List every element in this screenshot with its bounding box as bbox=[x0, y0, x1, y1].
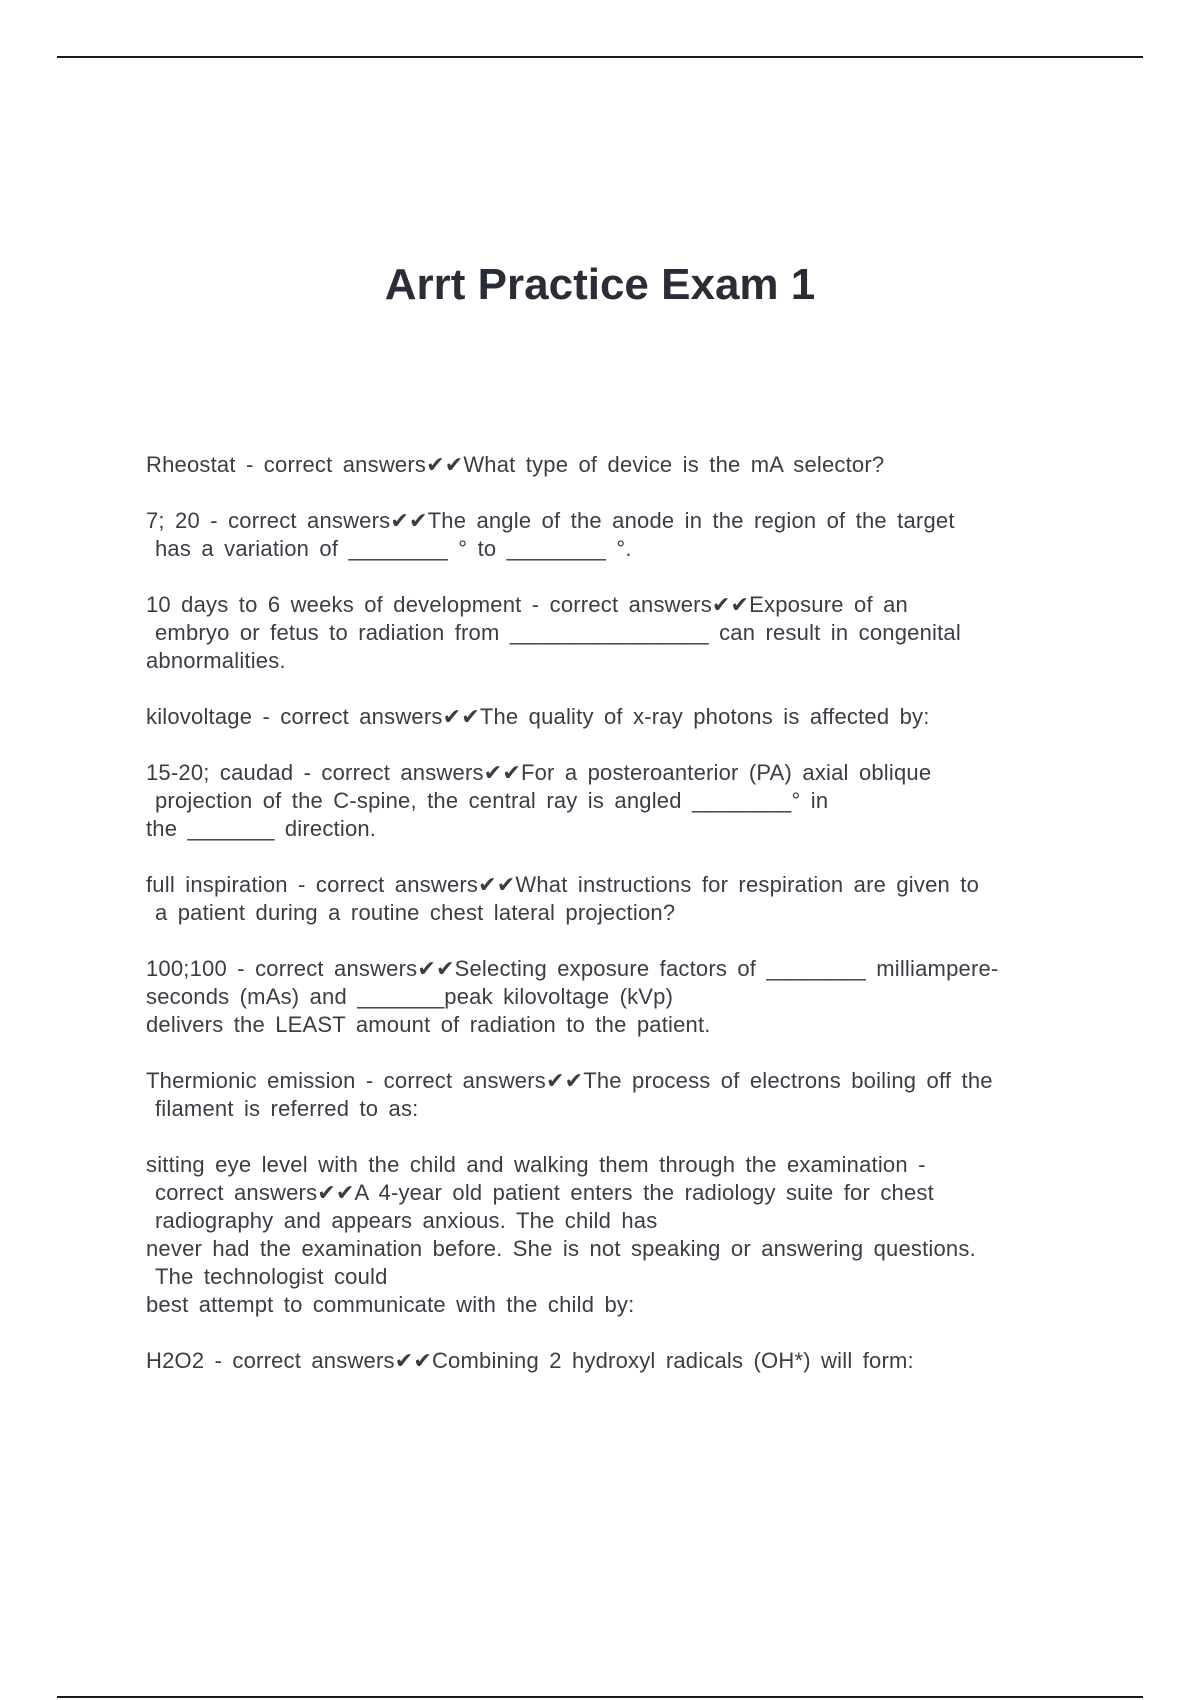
qa-item bbox=[146, 591, 1086, 675]
qa-item bbox=[146, 955, 1086, 1039]
qa-line: Thermionic emission - correct answers✔✔The process of electrons boiling off the bbox=[146, 1068, 993, 1093]
qa-line: abnormalities. bbox=[146, 648, 286, 673]
qa-line: 7; 20 - correct answers✔✔The angle of the anode in the region of the target bbox=[146, 508, 955, 533]
question-answer-list bbox=[146, 451, 1086, 1403]
qa-line: filament is referred to as: bbox=[155, 1096, 419, 1121]
top-rule bbox=[57, 56, 1143, 58]
qa-line: H2O2 - correct answers✔✔Combining 2 hydroxyl radicals (OH*) will form: bbox=[146, 1348, 914, 1373]
qa-item bbox=[146, 1151, 1086, 1319]
qa-line: radiography and appears anxious. The child has bbox=[155, 1208, 658, 1233]
qa-line: 15-20; caudad - correct answers✔✔For a posteroanterior (PA) axial oblique bbox=[146, 760, 932, 785]
qa-line: 10 days to 6 weeks of development - correct answers✔✔Exposure of an bbox=[146, 592, 908, 617]
qa-item bbox=[146, 871, 1086, 927]
qa-line: best attempt to communicate with the child by: bbox=[146, 1292, 635, 1317]
qa-item bbox=[146, 451, 1086, 479]
qa-item bbox=[146, 703, 1086, 731]
page-title: Arrt Practice Exam 1 bbox=[384, 260, 816, 309]
qa-line: projection of the C-spine, the central ray is angled ________° in bbox=[155, 788, 829, 813]
qa-item bbox=[146, 1067, 1086, 1123]
qa-line: Rheostat - correct answers✔✔What type of device is the mA selector? bbox=[146, 452, 885, 477]
bottom-rule bbox=[57, 1696, 1143, 1698]
qa-line: kilovoltage - correct answers✔✔The quality of x-ray photons is affected by: bbox=[146, 704, 930, 729]
qa-item bbox=[146, 507, 1086, 563]
qa-line: the _______ direction. bbox=[146, 816, 377, 841]
qa-line: full inspiration - correct answers✔✔What instructions for respiration are given to bbox=[146, 872, 980, 897]
qa-item bbox=[146, 1347, 1086, 1375]
qa-line: delivers the LEAST amount of radiation to the patient. bbox=[146, 1012, 711, 1037]
qa-line: sitting eye level with the child and walking them through the examination - bbox=[146, 1152, 926, 1177]
qa-line: correct answers✔✔A 4-year old patient enters the radiology suite for chest bbox=[155, 1180, 934, 1205]
qa-line: has a variation of ________ ° to ________ °. bbox=[155, 536, 632, 561]
qa-item bbox=[146, 759, 1086, 843]
qa-line: seconds (mAs) and _______peak kilovoltage (kVp) bbox=[146, 984, 674, 1009]
qa-line: The technologist could bbox=[155, 1264, 388, 1289]
qa-line: never had the examination before. She is not speaking or answering questions. bbox=[146, 1236, 976, 1261]
qa-line: a patient during a routine chest lateral projection? bbox=[155, 900, 676, 925]
qa-line: 100;100 - correct answers✔✔Selecting exposure factors of ________ milliampere- bbox=[146, 956, 999, 981]
qa-line: embryo or fetus to radiation from ________________ can result in congenital bbox=[155, 620, 961, 645]
